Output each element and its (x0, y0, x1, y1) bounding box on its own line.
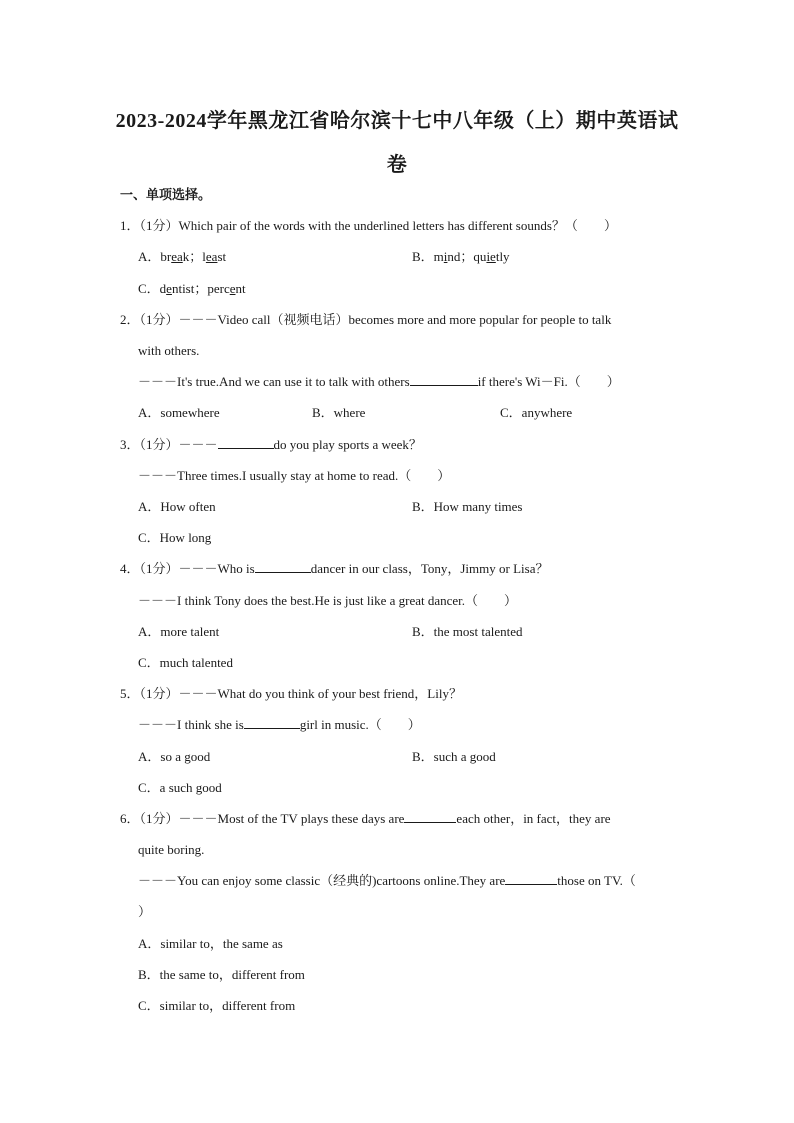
question-4-line2: －－－I think Tony does the best.He is just like a great dancer.（ ） (138, 593, 518, 608)
question-2-line2: with others. (138, 343, 200, 358)
option-b[interactable]: B．the same to，different from (138, 967, 305, 982)
option-b[interactable]: B．the most talented (412, 624, 523, 639)
section-heading: 一、单项选择。 (120, 187, 212, 202)
question-6-line2: quite boring. (138, 842, 205, 857)
question-text: Which pair of the words with the underlined letters has different sounds？（ (178, 218, 578, 233)
question-number: 4．（1分） (120, 561, 179, 576)
question-6-line4: ） (138, 904, 152, 919)
option-a[interactable]: A．How often (138, 499, 216, 514)
question-1: 1．（1分）Which pair of the words with the underlined letters has different sounds？（ ） (120, 218, 617, 233)
question-number: 1．（1分） (120, 218, 179, 233)
option-c[interactable]: C．How long (138, 530, 212, 545)
exam-title-line1: 2023-2024学年黑龙江省哈尔滨十七中八年级（上）期中英语试 (115, 110, 679, 132)
question-2-line3: －－－It's true.And we can use it to talk with others if there's Wi－Fi.（ ） (138, 374, 620, 389)
option-b[interactable]: B．where (312, 405, 366, 420)
answer-blank[interactable] (244, 716, 300, 729)
option-c[interactable]: C．anywhere (500, 405, 573, 420)
answer-blank[interactable] (255, 560, 311, 573)
question-number: 2．（1分） (120, 312, 179, 327)
option-c[interactable]: C．dentist；percent (138, 281, 246, 296)
answer-blank[interactable] (218, 436, 274, 449)
question-2: 2．（1分）－－－Video call（视频电话）becomes more and more popular for people to talk (120, 312, 612, 327)
option-c[interactable]: C．a such good (138, 780, 222, 795)
question-number: 3．（1分） (120, 437, 179, 452)
option-a[interactable]: A．break；least (138, 249, 227, 264)
option-a[interactable]: A．somewhere (138, 405, 220, 420)
option-a[interactable]: A．so a good (138, 749, 211, 764)
option-c[interactable]: C．much talented (138, 655, 233, 670)
option-b[interactable]: B．mind；quietly (412, 249, 510, 264)
question-4: 4．（1分）－－－Who is dancer in our class，Tony，Jimmy or Lisa？ (120, 561, 549, 576)
question-5-line2: －－－I think she is girl in music.（ ） (138, 717, 421, 732)
option-c[interactable]: C．similar to，different from (138, 998, 296, 1013)
question-3: 3．（1分）－－－ do you play sports a week？ (120, 437, 422, 452)
answer-blank[interactable] (410, 373, 478, 386)
exam-title-line2: 卷 (386, 154, 408, 176)
option-a[interactable]: A．similar to，the same as (138, 936, 283, 951)
question-6: 6．（1分）－－－Most of the TV plays these days are each other，in fact，they are (120, 811, 611, 826)
answer-blank[interactable] (505, 872, 557, 885)
answer-blank[interactable] (404, 810, 456, 823)
question-6-line3: －－－You can enjoy some classic（经典的)cartoons online.They are those on TV.（ (138, 873, 636, 888)
question-number: 5．（1分） (120, 686, 179, 701)
question-5: 5．（1分）－－－What do you think of your best friend，Lily？ (120, 686, 462, 701)
question-number: 6．（1分） (120, 811, 179, 826)
option-b[interactable]: B．How many times (412, 499, 523, 514)
question-3-line2: －－－Three times.I usually stay at home to read.（ ） (138, 468, 451, 483)
option-b[interactable]: B．such a good (412, 749, 496, 764)
option-a[interactable]: A．more talent (138, 624, 220, 639)
